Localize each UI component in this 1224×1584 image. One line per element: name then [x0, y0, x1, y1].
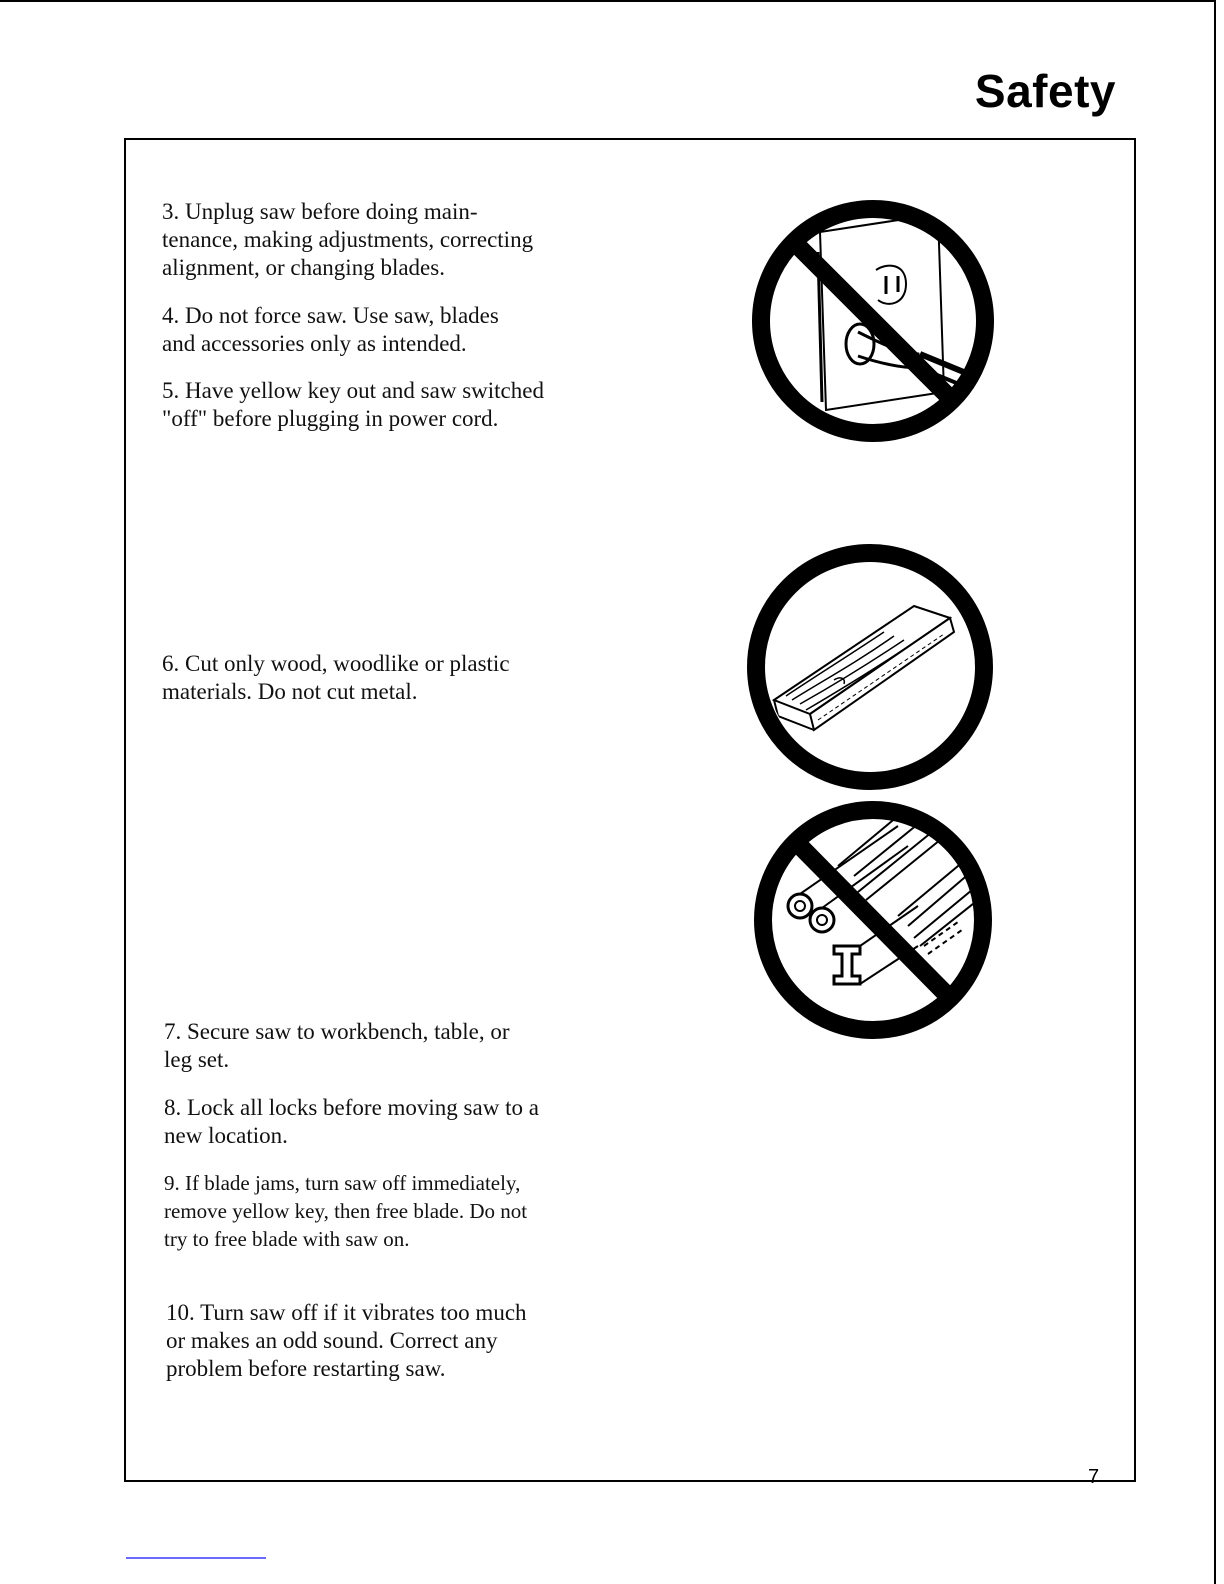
page-right-rule [1214, 0, 1216, 1584]
safety-item-8: 8. Lock all locks before moving saw to a new location. [164, 1095, 539, 1148]
safety-item-9: 9. If blade jams, turn saw off immediately, remove yellow key, then free blade. Do not try to free blade with saw on. [164, 1171, 528, 1251]
safety-item-3: 3. Unplug saw before doing main- tenance, making adjustments, correcting alignment, or changing blades. [162, 199, 534, 280]
safety-item-10: 10. Turn saw off if it vibrates too much or makes an odd sound. Correct any problem before restarting saw. [166, 1300, 527, 1381]
page-number: 7 [1088, 1466, 1100, 1488]
page-title: Safety [974, 65, 1116, 117]
safety-item-4: 4. Do not force saw. Use saw, blades and accessories only as intended. [162, 303, 499, 356]
wood-board-icon [744, 540, 996, 794]
no-plug-icon [748, 192, 998, 450]
bottom-link-rule [126, 1557, 266, 1559]
no-metal-icon [748, 796, 998, 1044]
page-top-rule [0, 0, 1216, 2]
safety-item-7: 7. Secure saw to workbench, table, or leg set. [164, 1019, 510, 1072]
safety-item-5: 5. Have yellow key out and saw switched "off" before plugging in power cord. [162, 378, 544, 431]
safety-item-6: 6. Cut only wood, woodlike or plastic materials. Do not cut metal. [162, 651, 510, 704]
